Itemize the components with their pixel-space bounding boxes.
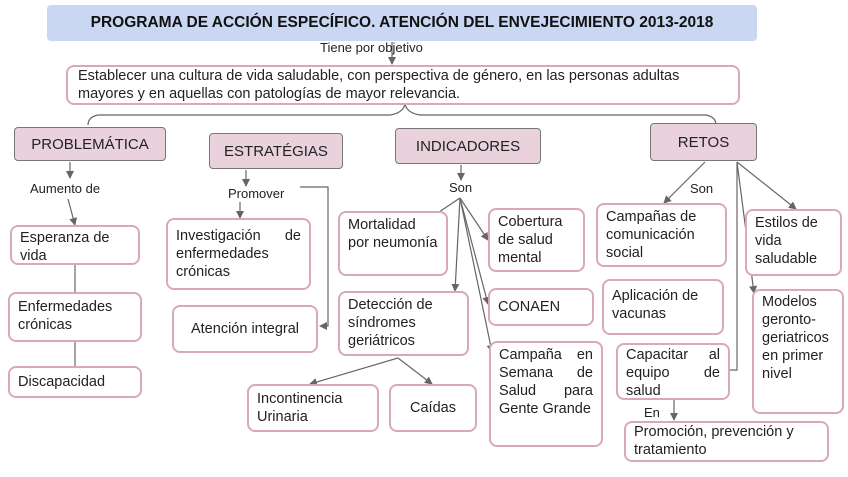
retos-connector-label: Son [690, 181, 714, 196]
node-enfermedades-cronicas: Enfermedades crónicas [8, 292, 142, 342]
node-caidas: Caídas [389, 384, 477, 432]
node-promocion-prevencion-tratamiento: Promoción, prevención y tratamiento [624, 421, 829, 462]
indicadores-connector-label: Son [449, 180, 473, 195]
node-investigacion-enfermedades: Investigación de enfermedades crónicas [166, 218, 311, 290]
node-capacitar-equipo-salud: Capacitar al equipo de salud [616, 343, 730, 400]
problematica-connector-label: Aumento de [30, 181, 101, 196]
retos-sub-connector-label: En [644, 405, 660, 420]
node-cobertura-salud-mental: Cobertura de salud mental [488, 208, 585, 272]
node-atencion-integral: Atención integral [172, 305, 318, 353]
node-estilos-vida-saludable: Estilos de vida saludable [745, 209, 842, 276]
program-title: PROGRAMA DE ACCIÓN ESPECÍFICO. ATENCIÓN DEL ENVEJECIMIENTO 2013-2018 [47, 5, 757, 41]
category-estrategias: ESTRATÉGIAS [209, 133, 343, 169]
estrategias-connector-label: Promover [228, 186, 285, 201]
node-mortalidad-neumonia: Mortalidad por neumonía [338, 211, 448, 276]
node-deteccion-sindromes: Detección de síndromes geriátricos [338, 291, 469, 356]
objective-box: Establecer una cultura de vida saludable, con perspectiva de género, en las personas adultas mayores y en aquellas con patologías de mayor relevancia. [66, 65, 740, 105]
node-conaen: CONAEN [488, 288, 594, 326]
node-aplicacion-vacunas: Aplicación de vacunas [602, 279, 724, 335]
node-esperanza-de-vida: Esperanza de vida [10, 225, 140, 265]
category-problematica: PROBLEMÁTICA [14, 127, 166, 161]
node-campanas-comunicacion: Campañas de comunicación social [596, 203, 727, 267]
node-incontinencia-urinaria: Incontinencia Urinaria [247, 384, 379, 432]
objective-connector-label: Tiene por objetivo [320, 40, 423, 55]
node-campana-semana-salud: Campaña en Semana de Salud para Gente Grande [489, 341, 603, 447]
category-indicadores: INDICADORES [395, 128, 541, 164]
node-modelos-geronto-geriatricos: Modelos geronto-geriatricos en primer nivel [752, 289, 844, 414]
category-retos: RETOS [650, 123, 757, 161]
node-discapacidad: Discapacidad [8, 366, 142, 398]
